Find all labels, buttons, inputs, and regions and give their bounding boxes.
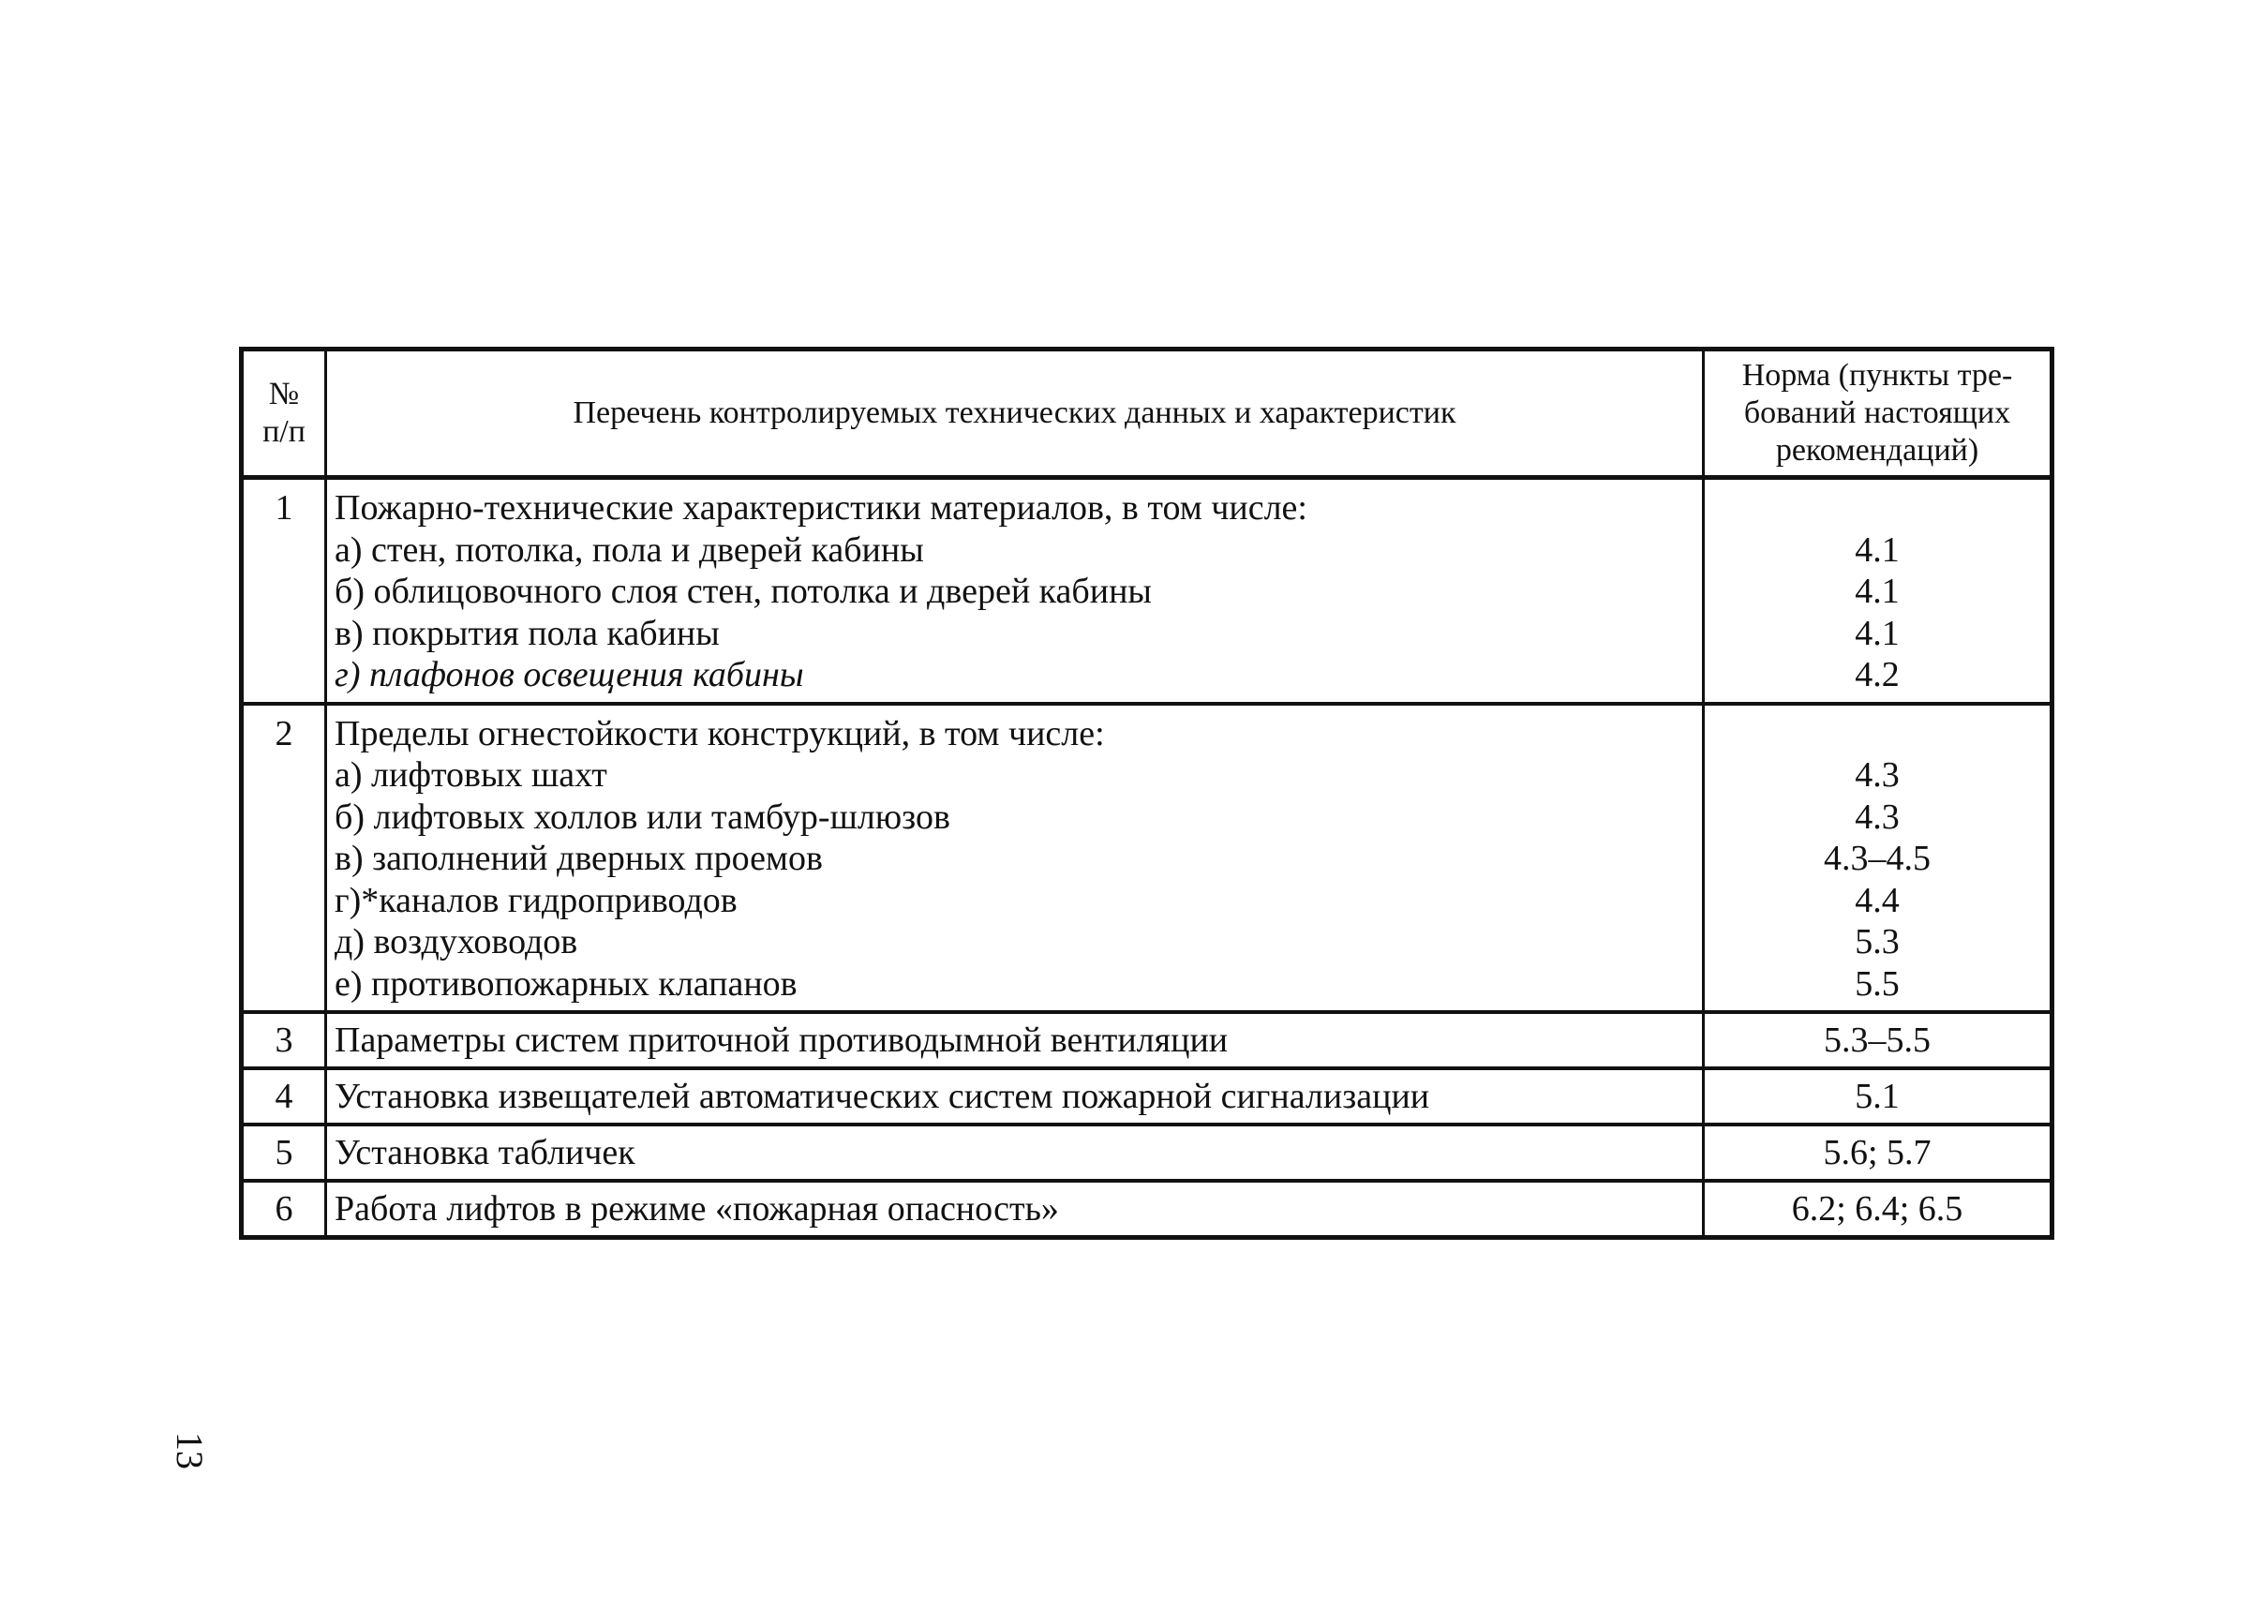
- page-number: 13: [169, 1432, 211, 1469]
- row-line: е) противопожарных клапанов: [335, 963, 798, 1004]
- row-number: 4: [242, 1068, 326, 1125]
- row-norm: [1704, 704, 2052, 1013]
- requirements-table: [239, 347, 2054, 1240]
- row-norm: 5.6; 5.7: [1704, 1125, 2052, 1181]
- row-description: [326, 478, 1704, 704]
- norm-blank: [1705, 487, 2050, 529]
- norm-value: 4.1: [1855, 613, 1900, 653]
- row-line: а) лифтовых шахт: [335, 755, 607, 795]
- row-line: в) заполнений дверных проемов: [335, 839, 823, 878]
- row-norm: 6.2; 6.4; 6.5: [1704, 1181, 2052, 1238]
- header-description: Перечень контролируемых технических данных и характеристик: [326, 350, 1704, 478]
- norm-value: 5.3: [1855, 922, 1900, 961]
- row-number: 6: [242, 1181, 326, 1238]
- norm-blank: [1705, 713, 2050, 755]
- table-row: [242, 1012, 2052, 1068]
- header-number: [242, 350, 326, 478]
- header-number-line: №: [268, 377, 300, 411]
- row-number: 5: [242, 1125, 326, 1181]
- row-line: а) стен, потолка, пола и дверей кабины: [335, 529, 924, 570]
- table-row: [242, 1125, 2052, 1181]
- row-line: б) лифтовых холлов или тамбур-шлюзов: [335, 797, 950, 837]
- row-norm: 5.1: [1704, 1068, 2052, 1125]
- norm-value: 4.1: [1855, 529, 1900, 570]
- norm-value: 4.3: [1855, 755, 1900, 795]
- row-norm: 5.3–5.5: [1704, 1012, 2052, 1068]
- header-norm-line: рекомендаций): [1775, 433, 1979, 468]
- row-line: в) покрытия пола кабины: [335, 613, 720, 653]
- table-row: [242, 478, 2052, 704]
- row-line: г) плафонов освещения кабины: [335, 655, 804, 694]
- row-number: 3: [242, 1012, 326, 1068]
- row-description: Параметры систем приточной противодымной вентиляции: [326, 1012, 1704, 1068]
- row-description: Установка извещателей автоматических систем пожарной сигнализации: [326, 1068, 1704, 1125]
- header-number-line: п/п: [262, 414, 306, 449]
- table-row: [242, 704, 2052, 1013]
- norm-value: 4.4: [1855, 880, 1900, 920]
- row-line: г)*каналов гидроприводов: [335, 880, 738, 920]
- row-description: Работа лифтов в режиме «пожарная опасность»: [326, 1181, 1704, 1238]
- row-description: [326, 704, 1704, 1013]
- row-number: 1: [242, 478, 326, 704]
- table-header-row: [242, 350, 2052, 478]
- header-norm-line: Норма (пункты тре-: [1741, 358, 2013, 393]
- row-description: Установка табличек: [326, 1125, 1704, 1181]
- norm-value: 5.5: [1855, 963, 1900, 1004]
- row-number: 2: [242, 704, 326, 1013]
- row-line: д) воздуховодов: [335, 922, 578, 961]
- header-norm-line: бований настоящих: [1743, 395, 2011, 430]
- row-line: Пределы огнестойкости конструкций, в том числе:: [335, 713, 1105, 753]
- header-norm: [1704, 350, 2052, 478]
- row-norm: [1704, 478, 2052, 704]
- row-line: б) облицовочного слоя стен, потолка и дверей кабины: [335, 572, 1152, 611]
- norm-value: 4.1: [1855, 572, 1900, 611]
- table-row: [242, 1068, 2052, 1125]
- row-line: Пожарно-технические характеристики материалов, в том числе:: [335, 488, 1307, 528]
- norm-value: 4.2: [1855, 655, 1900, 694]
- norm-value: 4.3: [1855, 797, 1900, 837]
- norm-value: 4.3–4.5: [1824, 839, 1931, 878]
- table-row: [242, 1181, 2052, 1238]
